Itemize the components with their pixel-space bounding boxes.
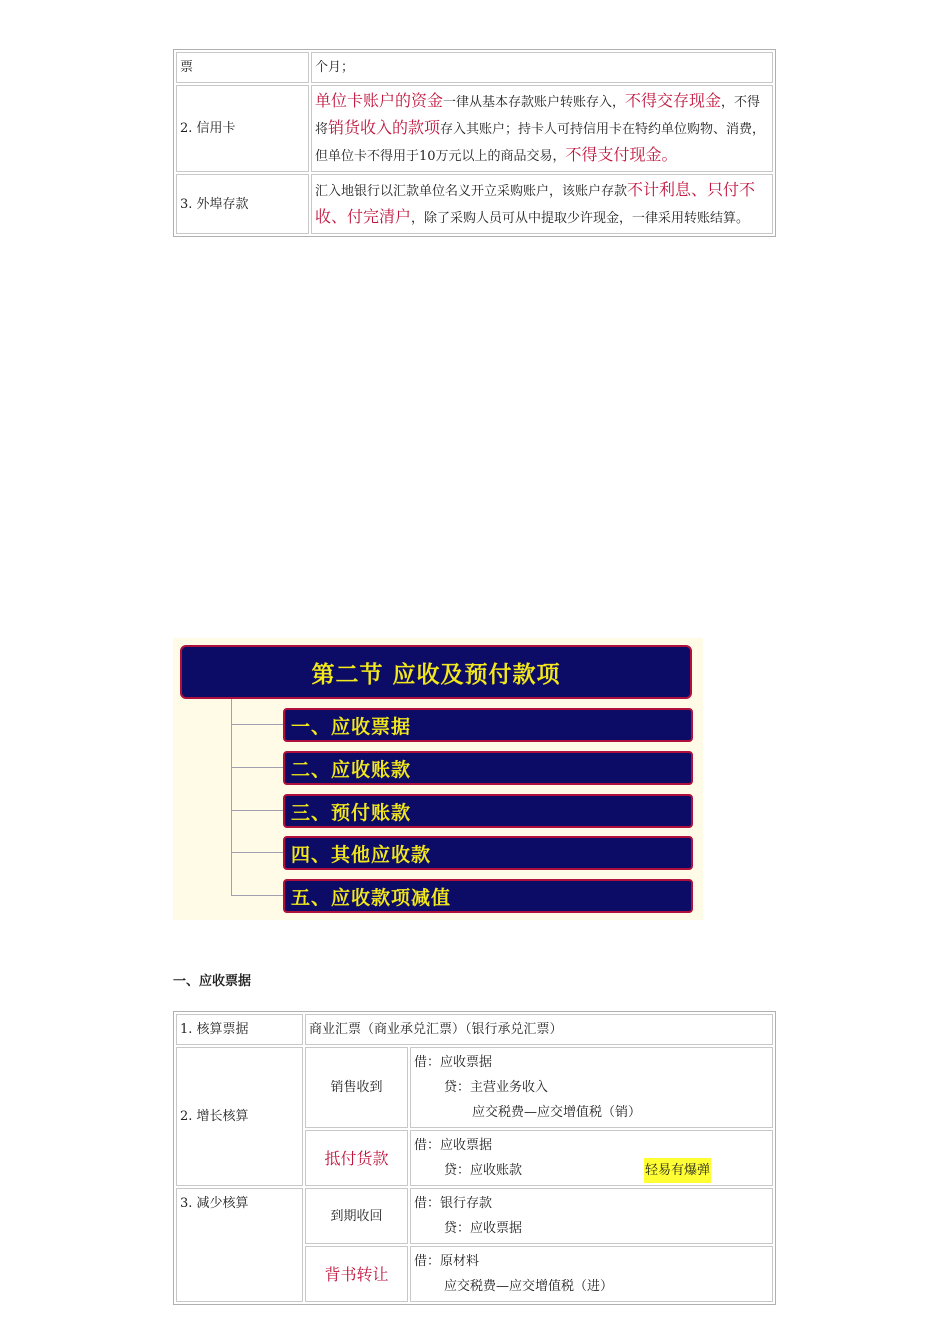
outline-item: 一、应收票据	[283, 708, 693, 742]
table-row	[176, 1014, 773, 1045]
table-row	[176, 52, 773, 83]
table-row	[176, 174, 773, 234]
highlight-text: 不得交存现金	[625, 91, 722, 110]
row-label: 3. 外埠存款	[176, 174, 309, 234]
section-outline-diagram	[173, 638, 703, 920]
body-text: 汇入地银行以汇款单位名义开立采购账户，该账户存款	[315, 184, 628, 199]
entry-text: 贷：应收账款	[444, 1163, 523, 1178]
entry-line: 借：应收票据	[414, 1055, 493, 1070]
outline-item: 三、预付账款	[283, 794, 693, 828]
notes-receivable-table	[173, 1011, 776, 1305]
table-row	[176, 85, 773, 172]
row-content	[311, 85, 773, 172]
outline-item: 四、其他应收款	[283, 836, 693, 870]
diagram-title: 第二节 应收及预付款项	[180, 645, 692, 699]
row-content	[311, 174, 773, 234]
sub-label: 销售收到	[305, 1047, 408, 1128]
journal-entry	[410, 1047, 773, 1128]
entry-line: 借：应收票据	[414, 1138, 493, 1153]
entry-line	[414, 1158, 769, 1183]
row-content: 商业汇票（商业承兑汇票）（银行承兑汇票）	[305, 1014, 773, 1045]
sub-label: 背书转让	[305, 1246, 408, 1302]
row-label: 2. 增长核算	[176, 1047, 303, 1186]
connector-line	[231, 810, 283, 811]
highlight-text: 单位卡账户的资金	[315, 91, 444, 110]
journal-entry	[410, 1246, 773, 1302]
highlight-text: 不得支付现金。	[565, 145, 678, 164]
entry-line: 应交税费—应交增值税（销）	[472, 1105, 642, 1120]
outline-item: 五、应收款项减值	[283, 879, 693, 913]
entry-line: 贷：应收票据	[444, 1221, 523, 1236]
journal-entry	[410, 1130, 773, 1186]
table-row	[176, 1188, 773, 1244]
sub-label: 抵付货款	[305, 1130, 408, 1186]
body-text: ，除了采购人员可从中提取少许现金，一律采用转账结算。	[411, 211, 750, 226]
table-row	[176, 1047, 773, 1128]
row-label: 2. 信用卡	[176, 85, 309, 172]
row-label: 票	[176, 52, 309, 83]
connector-line	[231, 852, 283, 853]
entry-line: 借：原材料	[414, 1254, 480, 1269]
outline-item: 二、应收账款	[283, 751, 693, 785]
body-text: ，不得将	[315, 95, 761, 137]
journal-entry	[410, 1188, 773, 1244]
body-text: 存入其账户；持卡人可持信用卡在特约单位购物、消费，但单位卡不得用于10万元以上的商品交易，	[315, 122, 766, 164]
row-content: 个月；	[311, 52, 773, 83]
connector-line	[231, 895, 283, 896]
sub-label: 到期收回	[305, 1188, 408, 1244]
body-text: 一律从基本存款账户转账存入，	[443, 95, 626, 110]
entry-line: 借：银行存款	[414, 1196, 493, 1211]
highlight-text: 销货收入的款项	[328, 118, 441, 137]
connector-line	[231, 699, 232, 895]
row-label: 3. 减少核算	[176, 1188, 303, 1302]
connector-line	[231, 724, 283, 725]
highlight-note: 轻易有爆弹	[644, 1158, 711, 1183]
highlight-text: 不计利息、只付不收、付完清户	[315, 180, 756, 226]
entry-line: 贷：主营业务收入	[444, 1080, 549, 1095]
entry-line: 应交税费—应交增值税（进）	[444, 1279, 614, 1294]
row-label: 1. 核算票据	[176, 1014, 303, 1045]
section-heading: 一、应收票据	[173, 974, 252, 989]
bank-account-table	[173, 49, 776, 237]
connector-line	[231, 767, 283, 768]
